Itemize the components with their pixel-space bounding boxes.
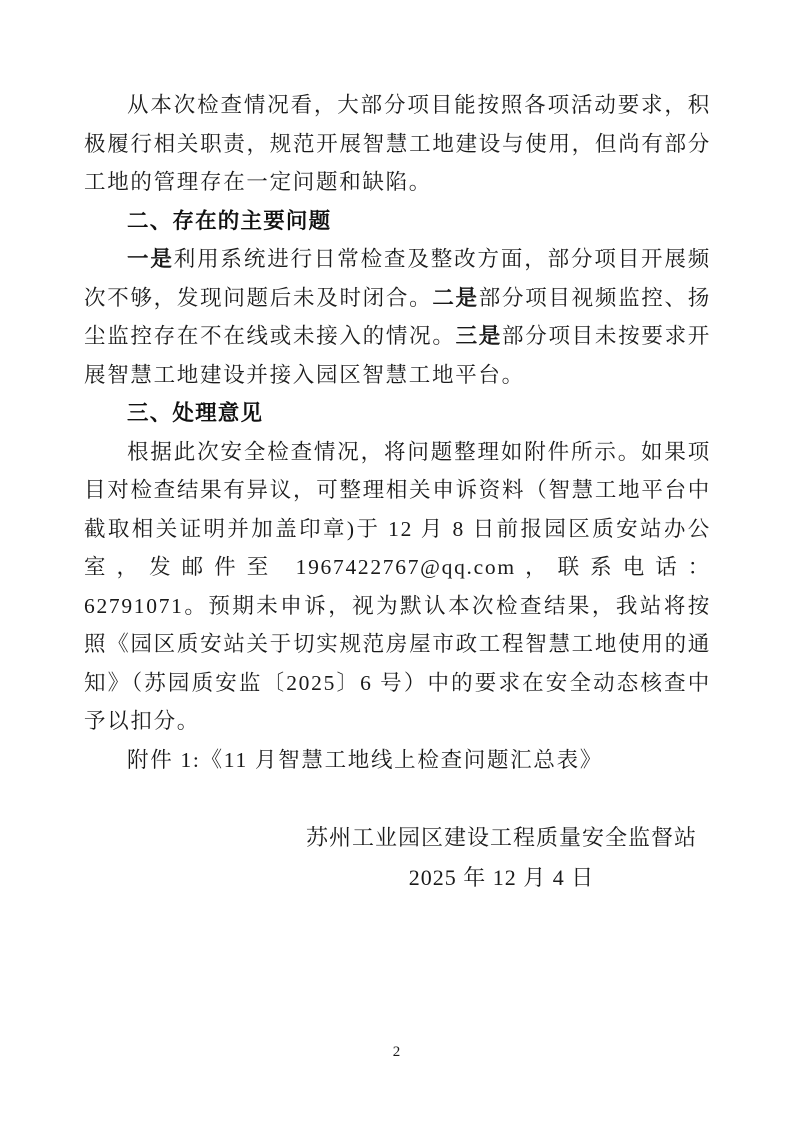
signature-organization: 苏州工业园区建设工程质量安全监督站: [305, 825, 697, 850]
attachment-reference: 附件 1:《11 月智慧工地线上检查问题汇总表》: [127, 747, 603, 772]
heading-main-problems: 二、存在的主要问题: [127, 208, 332, 233]
paragraph-problem-list: [84, 240, 711, 394]
paragraph-handling-opinions: 根据此次安全检查情况，将问题整理如附件所示。如果项目对检查结果有异议，可整理相关申诉资料（智慧工地平台中截取相关证明并加盖印章)于 12 月 8 日前报园区质安站办公室，发邮件至 1967422767@qq.com，联系电话：62791071。预期未申诉，视为默认本次检查结果，我站将按照《园区质安站关于切实规范房屋市政工程智慧工地使用的通知》（苏园质安监〔2025〕6 号）中的要求在安全动态核查中予以扣分。: [84, 439, 711, 733]
document-body: [84, 86, 711, 779]
problem-text-three: 部分项目未按要求开展智慧工地建设并接入园区智慧工地平台。: [84, 324, 711, 387]
signature-date: 2025 年 12 月 4 日: [408, 865, 595, 890]
problem-marker-one: 一是: [127, 247, 174, 271]
page-number: 2: [392, 1044, 401, 1060]
problem-text-two: 部分项目视频监控、扬尘监控存在不在线或未接入的情况。: [84, 285, 711, 348]
problem-text-one: 利用系统进行日常检查及整改方面，部分项目开展频次不够，发现问题后未及时闭合。: [84, 247, 711, 310]
signature-block: [306, 818, 697, 898]
heading-handling-opinions: 三、处理意见: [127, 401, 264, 425]
problem-marker-three: 三是: [455, 324, 503, 348]
paragraph-overview: 从本次检查情况看，大部分项目能按照各项活动要求，积极履行相关职责，规范开展智慧工地建设与使用，但尚有部分工地的管理存在一定问题和缺陷。: [84, 93, 711, 194]
problem-marker-two: 二是: [432, 285, 479, 310]
